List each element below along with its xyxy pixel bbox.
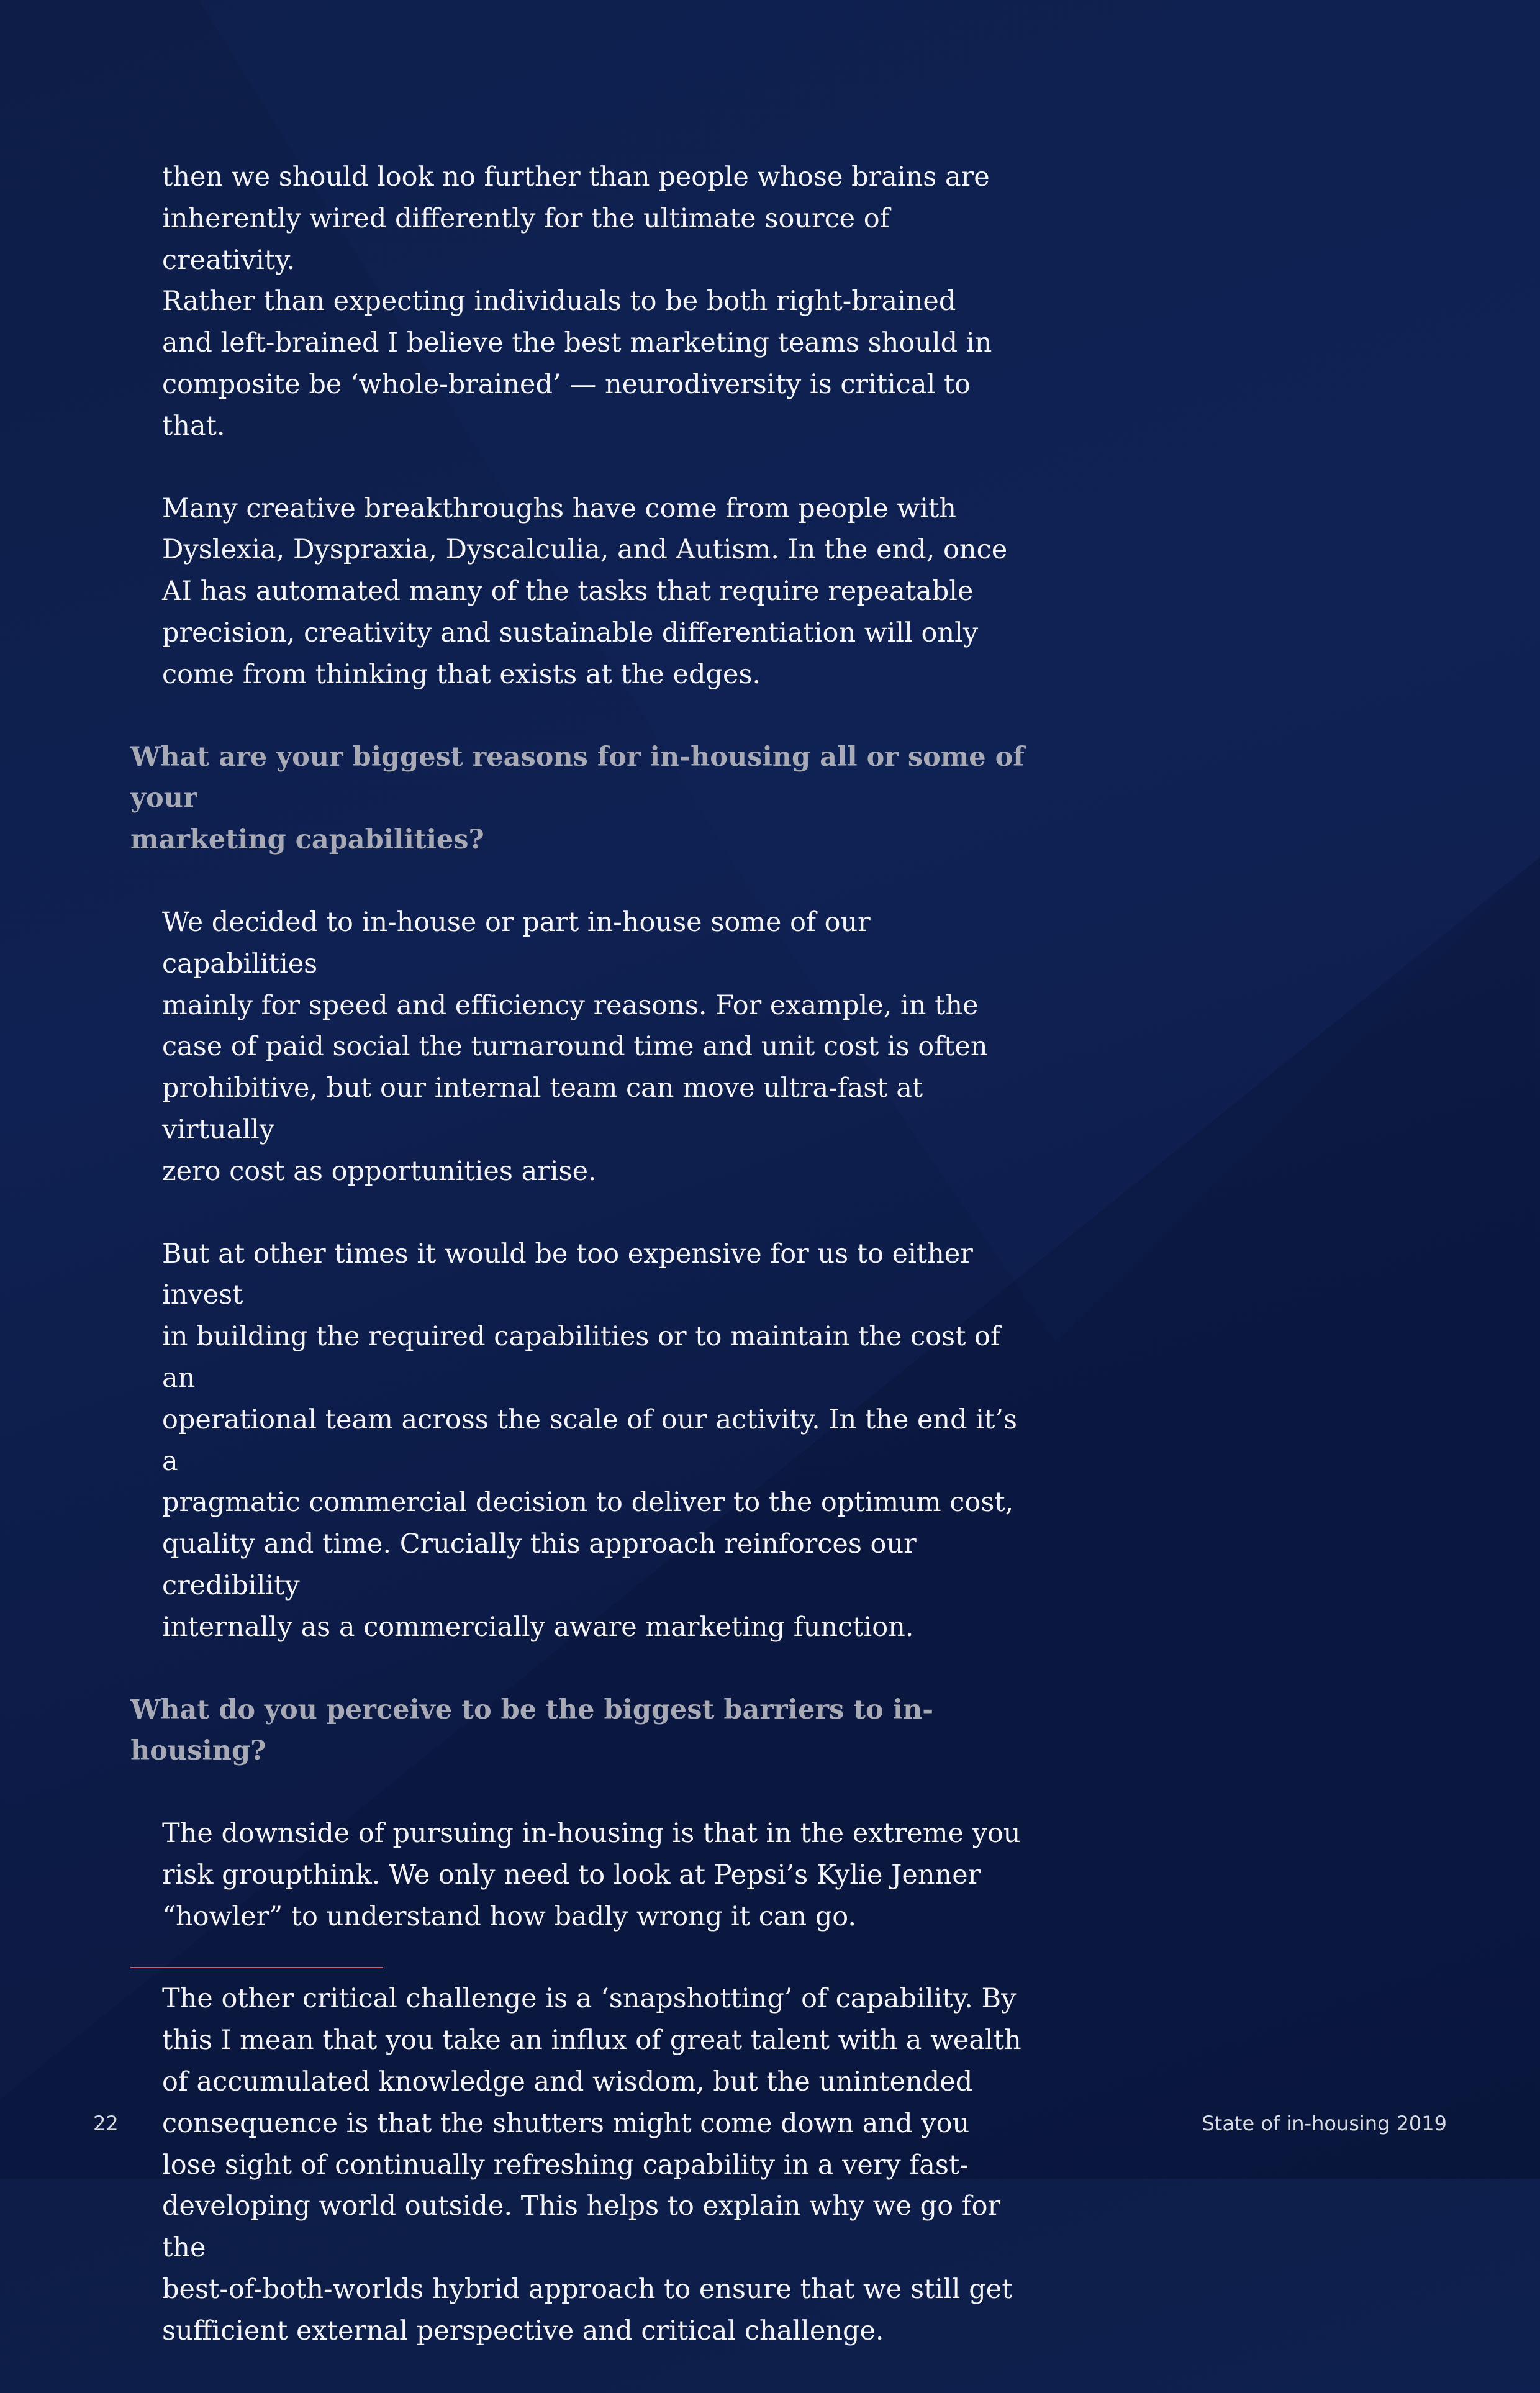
paragraph-groupthink: The downside of pursuing in-housing is that in the extreme you risk groupthink. We only need to look at Pepsi’s Kylie Jenner “howler” to understand how badly wrong it can go.: [162, 1818, 1021, 1932]
paragraph-snapshotting: The other critical challenge is a ‘snapshotting’ of capability. By this I mean that you take an influx of great talent with a wealth of accumulated knowledge and wisdom, but the unintended consequence is that the shutters might come down and you lose sight of continually refreshing capability in a very fast- developing world outside. This helps to explain why we go for the best-of-both-worlds hybrid approach to ensure that we still get sufficient external perspective and critical challenge.: [162, 1983, 1021, 2346]
paragraph-speed-efficiency: We decided to in-house or part in-house some of our capabilities mainly for speed and efficiency reasons. For example, in the case of paid social the turnaround time and unit cost is often prohibitive, but our internal team can move ultra-fast at virtually zero cost as opportunities arise.: [162, 906, 988, 1187]
page-number: 22: [93, 2112, 119, 2135]
paragraph-creative-breakthroughs: Many creative breakthroughs have come from people with Dyslexia, Dyspraxia, Dyscalculia, and Autism. In the end, once AI has automated many of the tasks that require repeatable precision, creativity and sustainable differentiation will only come from thinking that exists at the edges.: [162, 493, 1008, 690]
publication-title: State of in-housing 2019: [1202, 2112, 1447, 2135]
accent-divider: [130, 1967, 383, 1968]
paragraph-neurodiversity: then we should look no further than people whose brains are inherently wired differently for the ultimate source of creativity. Rather than expecting individuals to be both right-brained and left-brained I believe the best marketing teams should in composite be ‘whole-brained’ — neurodiversity is critical to that.: [162, 161, 992, 442]
paragraph-commercial-decision: But at other times it would be too expensive for us to either invest in building the required capabilities or to maintain the cost of an operational team across the scale of our activity. In the end it’s a pragmatic commercial decision to deliver to the optimum cost, quality and time. Crucially this approach reinforces our credibility internally as a commercially aware marketing function.: [162, 1238, 1018, 1643]
question-reasons-for-in-housing: What are your biggest reasons for in-housing all or some of your marketing capabilities?: [130, 741, 1025, 856]
article-body: [130, 157, 1025, 2393]
question-barriers-to-in-housing: What do you perceive to be the biggest barriers to in-housing?: [130, 1694, 934, 1767]
